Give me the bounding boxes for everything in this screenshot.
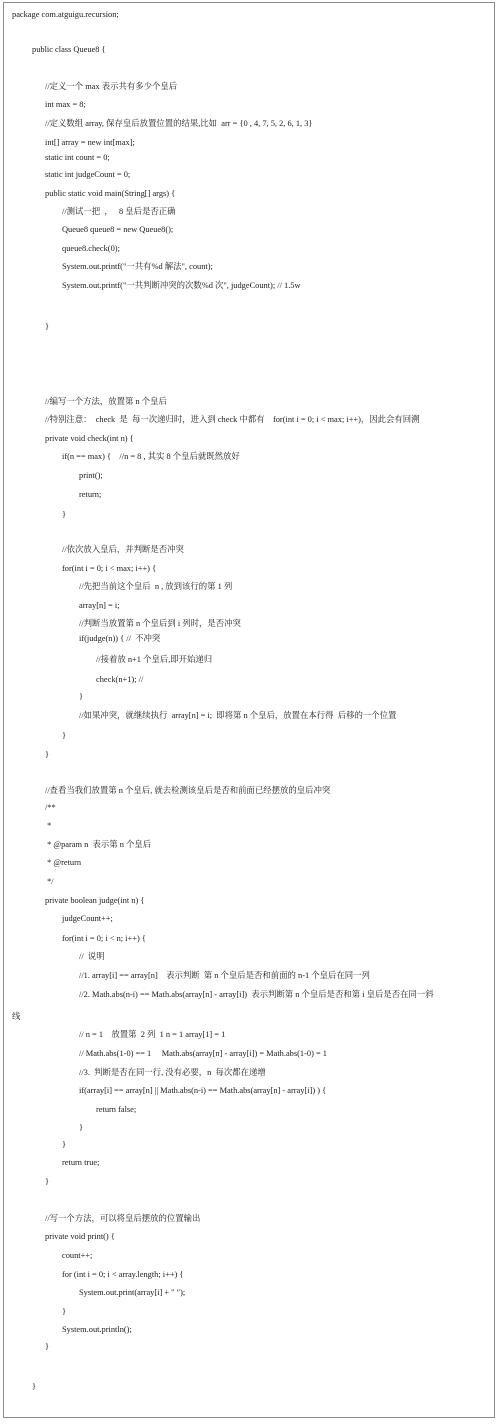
code-line: // 说明 <box>79 952 105 961</box>
code-line: private void check(int n) { <box>45 434 134 443</box>
code-line: } <box>32 1382 37 1391</box>
code-line: //特别注意： check 是 每一次递归时，进入到 check 中都有 for(int i = 0; i < max; i++)，因此会有回溯 <box>45 415 420 424</box>
code-line: //3. 判断是否在同一行, 没有必要，n 每次都在递增 <box>79 1068 266 1077</box>
code-line: private boolean judge(int n) { <box>45 896 145 905</box>
code-line: array[n] = i; <box>79 601 120 610</box>
code-line: // n = 1 放置第 2 列 1 n = 1 array[1] = 1 <box>79 1030 226 1039</box>
code-line: static int count = 0; <box>45 153 110 162</box>
code-line: //依次放入皇后，并判断是否冲突 <box>62 545 184 554</box>
code-line: private void print() { <box>45 1232 115 1241</box>
code-line: if(judge(n)) { // 不冲突 <box>79 634 161 643</box>
code-line: queue8.check(0); <box>62 244 120 253</box>
code-line: check(n+1); // <box>96 675 144 684</box>
code-line: return; <box>79 490 102 499</box>
code-line: //接着放 n+1 个皇后,即开始递归 <box>96 655 213 664</box>
code-line: //判断当放置第 n 个皇后到 i 列时，是否冲突 <box>79 619 241 628</box>
code-line: * @param n 表示第 n 个皇后 <box>45 840 152 849</box>
code-line: } <box>62 510 67 519</box>
code-line: //1. array[i] == array[n] 表示判断 第 n 个皇后是否和前面的 n-1 个皇后在同一列 <box>79 971 370 980</box>
code-line: * <box>45 821 52 830</box>
code-line: Queue8 queue8 = new Queue8(); <box>62 225 174 234</box>
code-line: } <box>79 1123 84 1132</box>
code-line: if(n == max) { //n = 8 , 其实 8 个皇后就既然放好 <box>62 452 240 461</box>
code-line: //查看当我们放置第 n 个皇后, 就去检测该皇后是否和前面已经摆放的皇后冲突 <box>45 786 331 795</box>
code-line: System.out.printf("一共判断冲突的次数%d 次", judgeCount); // 1.5w <box>62 281 301 290</box>
code-line: package com.atguigu.recursion; <box>12 10 119 19</box>
code-line: for (int i = 0; i < array.length; i++) { <box>62 1270 184 1279</box>
code-line: 线 <box>12 1012 21 1021</box>
code-line: System.out.print(array[i] + " "); <box>79 1288 186 1297</box>
code-line: return false; <box>96 1105 137 1114</box>
code-line: //先把当前这个皇后 n , 放到该行的第 1 列 <box>79 582 233 591</box>
code-line: static int judgeCount = 0; <box>45 170 131 179</box>
code-line: System.out.println(); <box>62 1325 132 1334</box>
code-line: } <box>45 1342 50 1351</box>
code-line: // Math.abs(1-0) == 1 Math.abs(array[n] - array[i]) = Math.abs(1-0) = 1 <box>79 1049 327 1058</box>
code-line: System.out.printf("一共有%d 解法", count); <box>62 262 213 271</box>
code-line: } <box>79 692 84 701</box>
code-line: //编写一个方法，放置第 n 个皇后 <box>45 397 167 406</box>
code-line: int max = 8; <box>45 100 86 109</box>
code-line: //定义一个 max 表示共有多少个皇后 <box>45 82 178 91</box>
code-line: //如果冲突，就继续执行 array[n] = i; 即将第 n 个皇后，放置在本行得 后移的一个位置 <box>79 711 397 720</box>
code-line: if(array[i] == array[n] || Math.abs(n-i) == Math.abs(array[n] - array[i]) ) { <box>79 1086 327 1095</box>
code-line: } <box>62 1307 67 1316</box>
code-line: return true; <box>62 1158 100 1167</box>
code-line: count++; <box>62 1251 93 1260</box>
code-line: * @return <box>45 858 82 867</box>
code-line: /** <box>45 803 56 812</box>
code-line: } <box>62 731 67 740</box>
code-line: int[] array = new int[max]; <box>45 138 135 147</box>
code-line: //2. Math.abs(n-i) == Math.abs(array[n] - array[i]) 表示判断第 n 个皇后是否和第 i 皇后是否在同一斜 <box>79 990 434 999</box>
code-line: } <box>62 1140 67 1149</box>
code-line: for(int i = 0; i < n; i++) { <box>62 934 146 943</box>
code-line: print(); <box>79 471 103 480</box>
code-line: public static void main(String[] args) { <box>45 189 176 198</box>
code-line: judgeCount++; <box>62 914 113 923</box>
code-line: } <box>45 322 50 331</box>
code-line: */ <box>45 877 54 886</box>
code-line: } <box>45 1177 50 1186</box>
code-line: //定义数组 array, 保存皇后放置位置的结果,比如 arr = {0 , 4, 7, 5, 2, 6, 1, 3} <box>45 119 313 128</box>
code-line: public class Queue8 { <box>32 45 106 54</box>
code-line: } <box>45 750 50 759</box>
code-line: //测试一把 ， 8 皇后是否正确 <box>62 207 176 216</box>
code-line: //写一个方法，可以将皇后摆放的位置输出 <box>45 1214 201 1223</box>
code-line: for(int i = 0; i < max; i++) { <box>62 564 157 573</box>
